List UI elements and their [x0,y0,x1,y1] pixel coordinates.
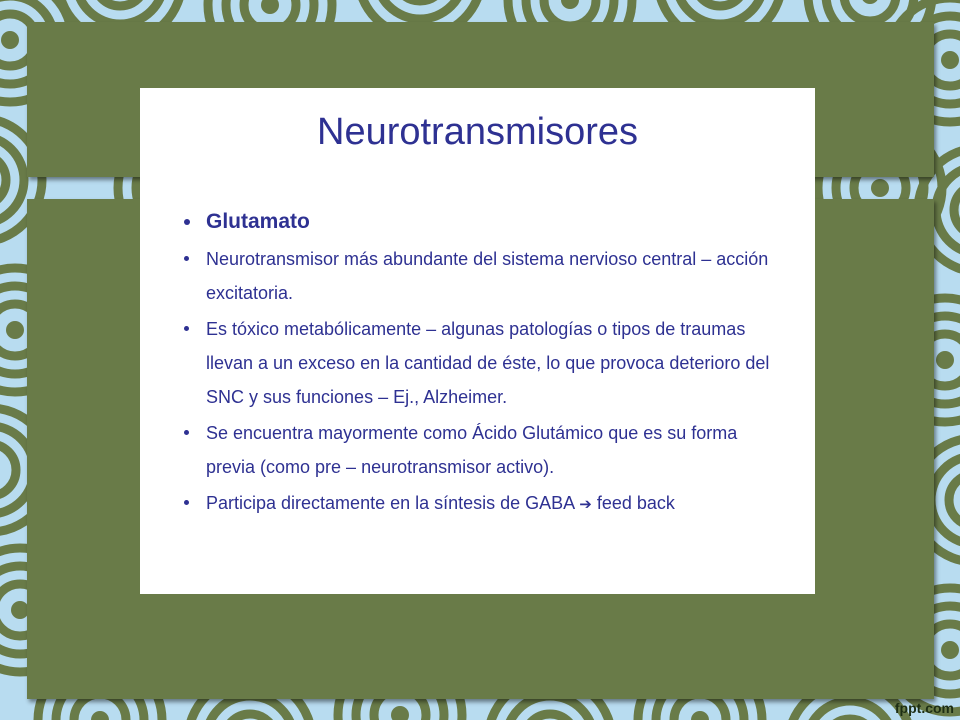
right-arrow-icon: ➔ [579,495,592,513]
list-item [184,416,784,484]
slide-title: Neurotransmisores [317,111,638,153]
bullet-dot-icon [184,219,190,225]
bullet-dot-icon [184,430,189,435]
bullet-dot-icon [184,500,189,505]
bullet-dot-icon [184,326,189,331]
bullet-text-tail: feed back [596,493,675,513]
bullet-dot-icon [184,256,189,261]
bullet-list [184,206,784,523]
slide-card [140,88,815,594]
bullet-text: Es tóxico metabólicamente – algunas patologías o tipos de traumas llevan a un exceso en la cantidad de éste, lo que provoca deterioro del SNC y sus funciones – Ej., Alzheimer. [206,319,770,407]
bullet-text: Participa directamente en la síntesis de GABA [206,493,575,513]
bullet-text: Se encuentra mayormente como Ácido Glutámico que es su forma previa (como pre – neurotransmisor activo). [206,423,738,477]
list-item [184,312,784,414]
heading-text: Glutamato [206,210,310,233]
watermark-logo: fppt.com [894,700,954,716]
list-item [184,486,784,521]
bullet-text: Neurotransmisor más abundante del sistema nervioso central – acción excitatoria. [206,249,769,303]
list-item-heading [184,206,784,238]
list-item [184,242,784,310]
